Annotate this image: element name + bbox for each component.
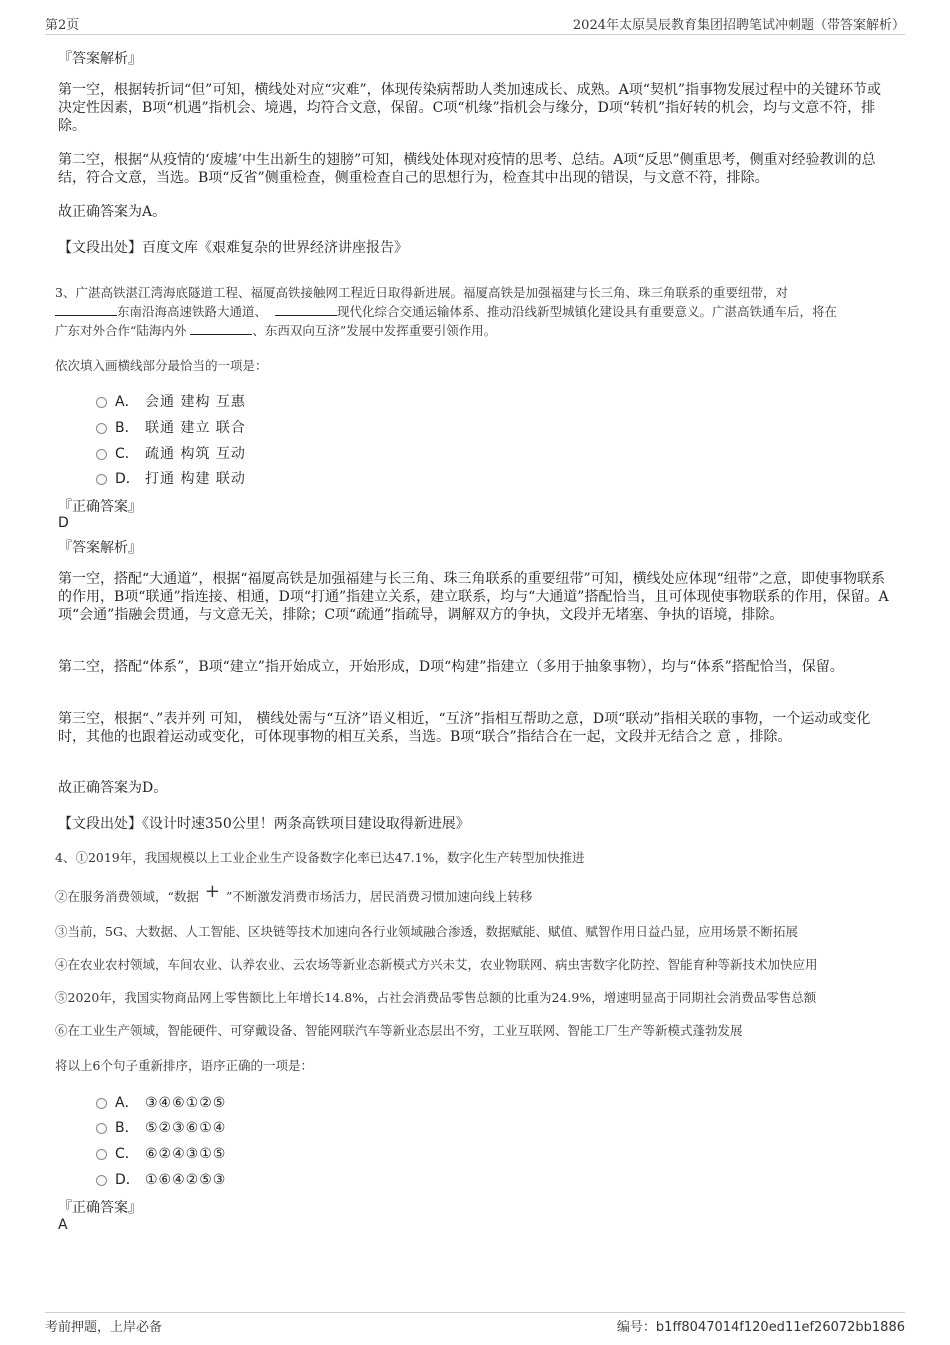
question-text-line: 3、广湛高铁湛江湾海底隧道工程、福厦高铁接触网工程近日取得新进展。福厦高铁是加强福建与长三角、珠三角联系的重要纽带，对: [55, 285, 788, 300]
radio-button[interactable]: [96, 1149, 107, 1160]
question-text-line: 东南沿海高速铁路大通道、 现代化综合交通运输体系、推动沿线新型城镇化建设具有重要意义。广湛高铁通车后，将在: [55, 302, 895, 321]
analysis-paragraph: 第三空，根据“、”表并列 可知， 横线处需与“互济”语义相近，“互济”指相互帮助之意，D项“联动”指相关联的事物，一个运动或变化时，其他的也跟着运动或变化，可体现事物的相互关系，当选。B项“联合”指结合在一起，文段并无结合之 意 ，排除。: [58, 711, 871, 745]
option-d[interactable]: D． 打通 构建 联动: [96, 468, 246, 488]
document-title: 2024年太原昊辰教育集团招聘笔试冲刺题（带答案解析）: [572, 18, 905, 33]
analysis-paragraph: 第一空，根据转折词“但”可知，横线处对应“灾难”，体现传染病帮助人类加速成长、成熟。A项“契机”指事物发展过程中的关键环节或决定性因素，B项“机遇”指机会、境遇，均符合文意，保留。C项“机缘”指机会与缘分，D项“转机”指好转的机会，均与文意不符，排除。: [58, 82, 882, 134]
question-4-sentence: ②在服务消费领域，“数据 + ”不断激发消费市场活力，居民消费习惯加速向线上转移: [55, 881, 533, 904]
option-c[interactable]: C． ⑥②④③①⑤: [96, 1143, 226, 1163]
fill-blank: [55, 303, 117, 316]
analysis-heading: 『答案解析』: [58, 540, 142, 556]
option-b[interactable]: B． ⑤②③⑥①④: [96, 1117, 226, 1137]
radio-button[interactable]: [96, 423, 107, 434]
radio-button[interactable]: [96, 449, 107, 460]
footer-slogan: 考前押题，上岸必备: [45, 1320, 163, 1335]
analysis-paragraph: 第二空，搭配“体系”，B项“建立”指开始成立，开始形成，D项“构建”指建立（多用于抽象事物），均与“体系”搭配恰当，保留。: [58, 659, 844, 675]
passage-source: 【文段出处】《设计时速350公里！两条高铁项目建设取得新进展》: [58, 816, 470, 832]
question-4-sentence: ⑤2020年，我国实物商品网上零售额比上年增长14.8%，占社会消费品零售总额的比重为24.9%，增速明显高于同期社会消费品零售总额: [55, 990, 817, 1005]
option-a[interactable]: A． ③④⑥①②⑤: [96, 1092, 226, 1112]
option-c[interactable]: C． 疏通 构筑 互动: [96, 443, 246, 463]
page-header: [45, 14, 905, 35]
radio-button[interactable]: [96, 1175, 107, 1186]
correct-answer-heading: 『正确答案』: [58, 1200, 142, 1216]
option-b[interactable]: B． 联通 建立 联合: [96, 417, 246, 437]
correct-answer: A: [58, 1217, 68, 1233]
page-number: 第2页: [45, 18, 80, 33]
question-3-stem: [55, 283, 895, 340]
analysis-heading: 『答案解析』: [58, 51, 142, 67]
radio-button[interactable]: [96, 1123, 107, 1134]
analysis-conclusion: 故正确答案为A。: [58, 204, 167, 220]
fill-blank: [275, 303, 337, 316]
correct-answer-heading: 『正确答案』: [58, 499, 142, 515]
fill-blank: [190, 322, 252, 335]
radio-button[interactable]: [96, 397, 107, 408]
document-id: 编号：b1ff8047014f120ed11ef26072bb1886: [616, 1320, 905, 1335]
question-4-sentence: ⑥在工业生产领域，智能硬件、可穿戴设备、智能网联汽车等新业态层出不穷，工业互联网、智能工厂生产等新模式蓬勃发展: [55, 1023, 743, 1038]
option-d[interactable]: D． ①⑥④②⑤③: [96, 1169, 226, 1189]
question-prompt: 依次填入画横线部分最恰当的一项是：: [55, 358, 268, 373]
analysis-conclusion: 故正确答案为D。: [58, 780, 168, 796]
analysis-paragraph: 第一空，搭配“大通道”，根据“福厦高铁是加强福建与长三角、珠三角联系的重要纽带”可知，横线处应体现“纽带”之意，即使事物联系的作用，B项“联通”指连接、相通，D项“打通”指建立关系，建立联系，均与“大通道”搭配恰当，且可体现使事物联系的作用，保留。A项“会通”指融会贯通，与文意无关，排除；C项“疏通”指疏导，调解双方的争执，文段并无堵塞、争执的语境，排除。: [58, 571, 889, 623]
question-4-sentence: ④在农业农村领域，车间农业、认养农业、云农场等新业态新模式方兴未艾，农业物联网、病虫害数字化防控、智能育种等新技术加快应用: [55, 957, 818, 972]
question-text-line: 广东对外合作“陆海内外 、东西双向互济”发展中发挥重要引领作用。: [55, 323, 497, 338]
question-prompt: 将以上6个句子重新排序，语序正确的一项是：: [55, 1058, 313, 1073]
question-4-sentence: ③当前，5G、大数据、人工智能、区块链等技术加速向各行业领域融合渗透，数据赋能、赋值、赋智作用日益凸显，应用场景不断拓展: [55, 924, 798, 939]
radio-button[interactable]: [96, 1098, 107, 1109]
passage-source: 【文段出处】百度文库《艰难复杂的世界经济讲座报告》: [58, 240, 408, 256]
analysis-paragraph: 第二空，根据“从疫情的‘废墟’中生出新生的翅膀”可知，横线处体现对疫情的思考、总结。A项“反思”侧重思考，侧重对经验教训的总结，符合文意，当选。B项“反省”侧重检查，侧重检查自己的思想行为，检查其中出现的错误，与文意不符，排除。: [58, 152, 876, 186]
question-4-sentence: 4、①2019年，我国规模以上工业企业生产设备数字化率已达47.1%，数字化生产转型加快推进: [55, 850, 585, 865]
option-a[interactable]: A． 会通 建构 互惠: [96, 391, 246, 411]
page-footer: [45, 1312, 905, 1337]
correct-answer: D: [58, 515, 69, 531]
radio-button[interactable]: [96, 474, 107, 485]
